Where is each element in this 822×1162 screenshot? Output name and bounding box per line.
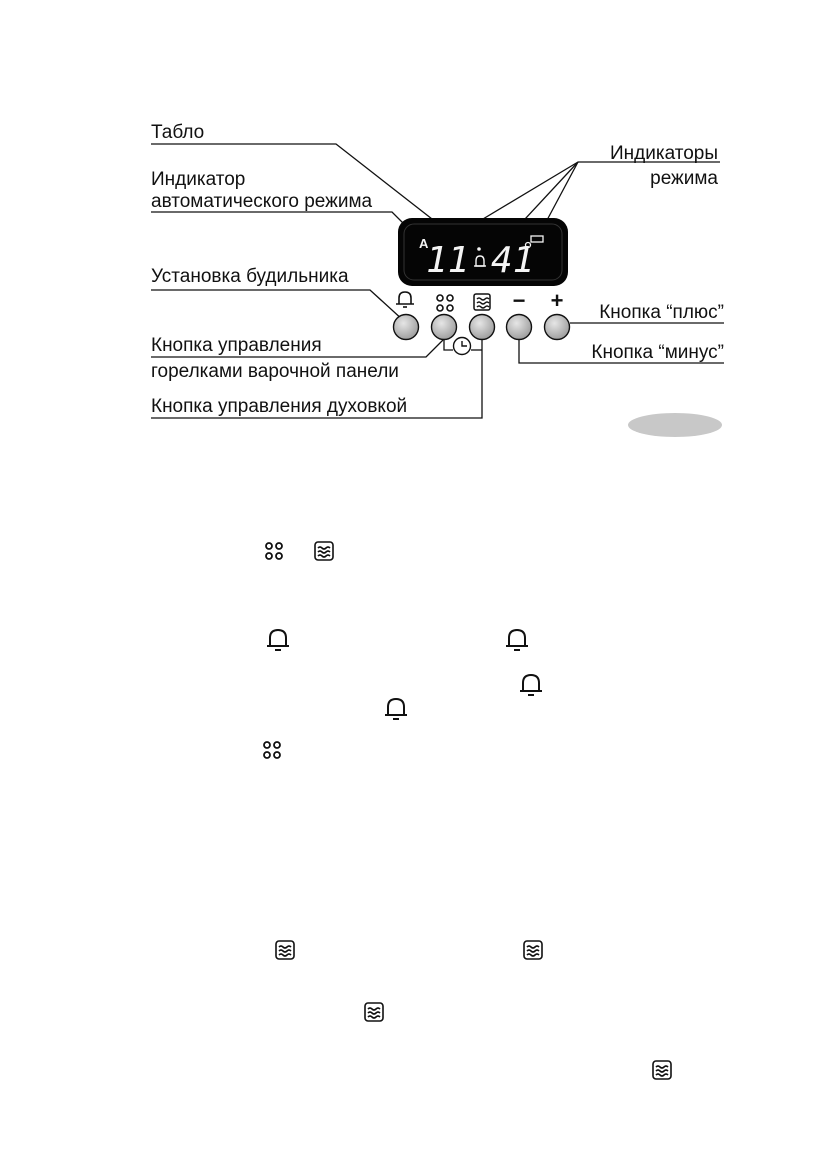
page-oval-badge xyxy=(628,413,722,437)
bell-icon xyxy=(517,671,545,699)
burners-symbol-icon xyxy=(437,295,453,311)
clock-icon xyxy=(454,338,471,355)
display-hours: 11 xyxy=(426,240,470,281)
display-colon-dot xyxy=(477,247,481,251)
oven-icon xyxy=(521,938,545,962)
label-minus-button: Кнопка “минус” xyxy=(591,342,724,363)
display-panel xyxy=(398,218,568,286)
label-oven-control: Кнопка управления духовкой xyxy=(151,396,408,417)
label-hob-control-line1: Кнопка управления xyxy=(151,335,322,356)
oven-icon xyxy=(650,1058,674,1082)
display-minutes: 41 xyxy=(491,240,535,281)
bell-icon xyxy=(264,626,292,654)
alarm-button[interactable] xyxy=(394,315,419,340)
bell-symbol-icon xyxy=(396,292,414,307)
plus-symbol: + xyxy=(550,288,564,313)
minus-symbol: − xyxy=(512,288,526,313)
bell-icon xyxy=(382,695,410,723)
oven-icon xyxy=(273,938,297,962)
label-mode-indicators-line2: режима xyxy=(650,168,718,189)
burners-icon xyxy=(260,738,284,762)
label-hob-control-line2: горелками варочной панели xyxy=(151,361,399,382)
hob-button[interactable] xyxy=(432,315,457,340)
label-auto-indicator-line1: Индикатор xyxy=(151,169,246,190)
label-alarm-setting: Установка будильника xyxy=(151,266,349,287)
label-tablo: Табло xyxy=(151,122,205,143)
label-mode-indicators-line1: Индикаторы xyxy=(609,143,718,164)
bell-icon xyxy=(503,626,531,654)
minus-button[interactable] xyxy=(507,315,532,340)
oven-icon xyxy=(312,539,336,563)
button-symbols xyxy=(396,288,563,313)
oven-button[interactable] xyxy=(470,315,495,340)
label-plus-button: Кнопка “плюс” xyxy=(599,302,724,323)
label-auto-indicator-line2: автоматического режима xyxy=(151,191,373,212)
oven-icon xyxy=(362,1000,386,1024)
control-buttons xyxy=(394,315,570,340)
burners-icon xyxy=(262,539,286,563)
oven-symbol-icon xyxy=(474,294,490,310)
plus-button[interactable] xyxy=(545,315,570,340)
display-auto-letter: A xyxy=(419,236,429,251)
